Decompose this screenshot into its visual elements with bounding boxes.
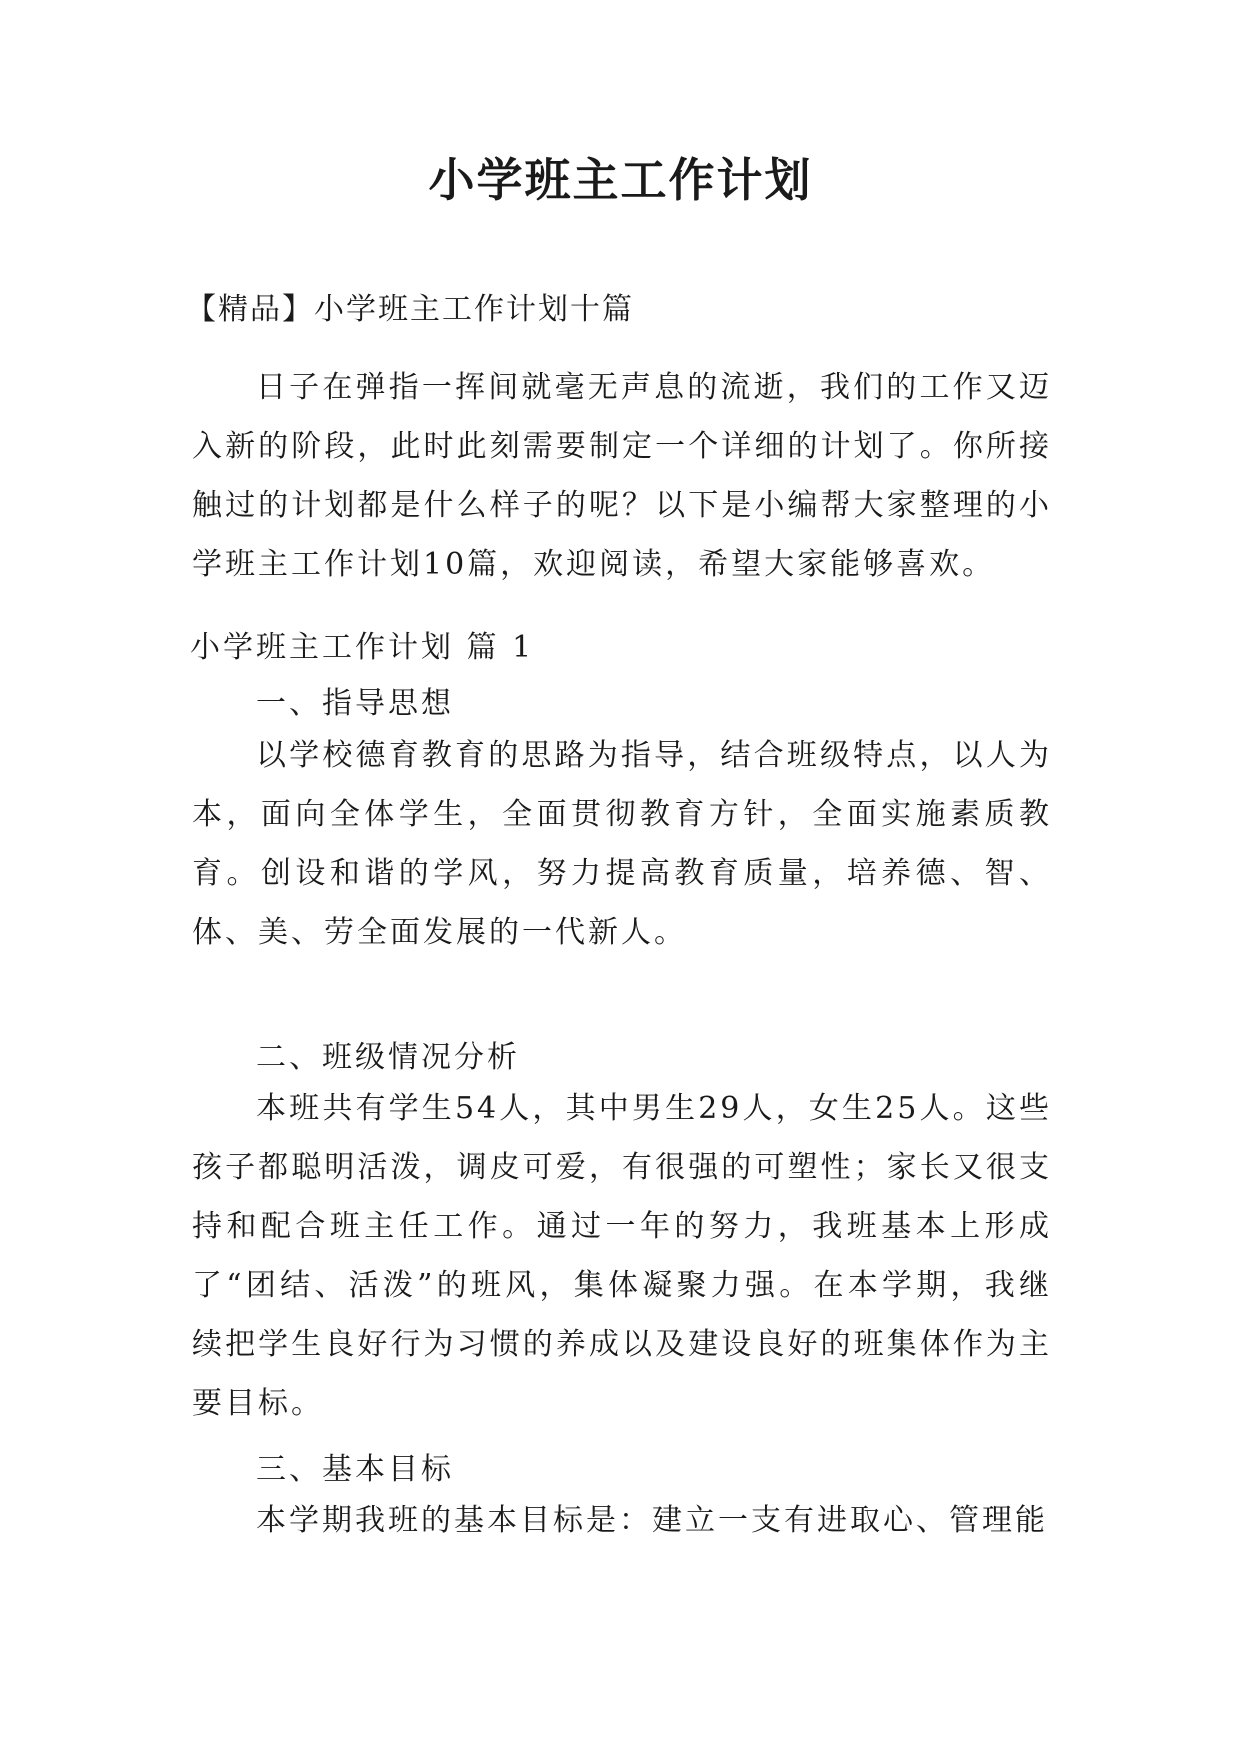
paragraph-class-analysis: 本班共有学生54人，其中男生29人，女生25人。这些孩子都聪明活泼，调皮可爱，有很强的可塑性；家长又很支持和配合班主任工作。通过一年的努力，我班基本上形成了“团结、活泼”的班风，集体凝聚力强。在本学期，我继续把学生良好行为习惯的养成以及建设良好的班集体作为主要目标。 <box>192 1091 1052 1421</box>
heading-class-analysis: 二、班级情况分析 <box>256 1040 520 1075</box>
heading-guiding-thought: 一、指导思想 <box>256 686 454 721</box>
paragraph-basic-goals: 本学期我班的基本目标是：建立一支有进取心、管理能 <box>256 1503 1048 1538</box>
document-title: 小学班主工作计划 <box>428 153 813 207</box>
document-subtitle: 【精品】小学班主工作计划十篇 <box>186 292 634 327</box>
section-heading: 小学班主工作计划 篇 1 <box>190 630 535 665</box>
paragraph-guiding-thought: 以学校德育教育的思路为指导，结合班级特点，以人为本，面向全体学生，全面贯彻教育方针，全面实施素质教育。创设和谐的学风，努力提高教育质量，培养德、智、体、美、劳全面发展的一代新人。 <box>192 738 1052 950</box>
intro-paragraph: 日子在弹指一挥间就毫无声息的流逝，我们的工作又迈入新的阶段，此时此刻需要制定一个详细的计划了。你所接触过的计划都是什么样子的呢？以下是小编帮大家整理的小学班主工作计划10篇，欢迎阅读，希望大家能够喜欢。 <box>192 370 1052 582</box>
heading-basic-goals: 三、基本目标 <box>256 1452 454 1487</box>
